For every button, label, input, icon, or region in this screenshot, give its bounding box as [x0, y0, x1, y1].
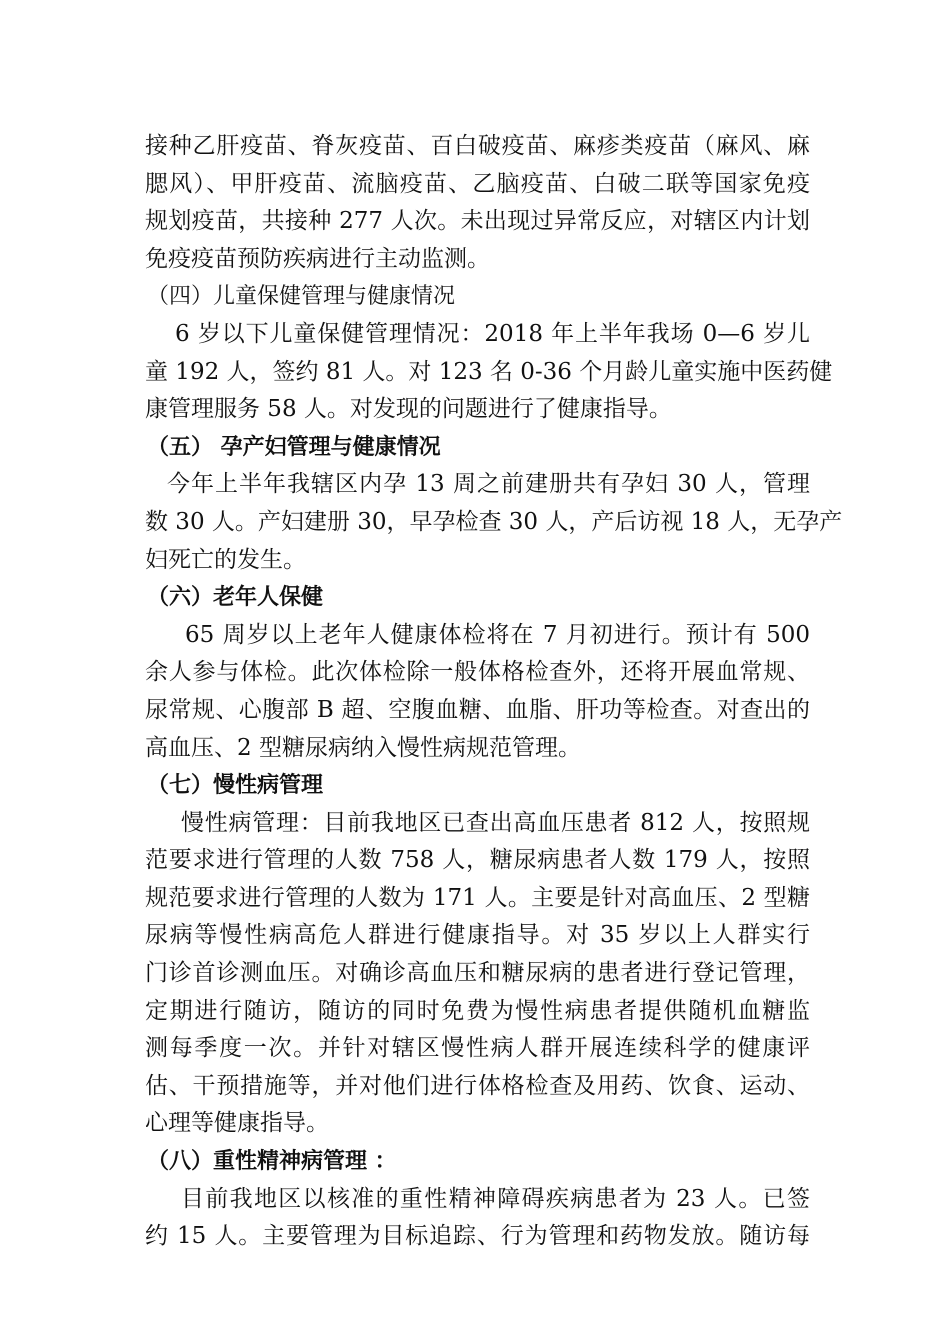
paragraph-line: 数 30 人。产妇建册 30，早孕检查 30 人，产后访视 18 人，无孕产 — [145, 508, 843, 535]
paragraph-line: 余人参与体检。此次体检除一般体格检查外，还将开展血常规、 — [145, 659, 810, 686]
section-child-health — [145, 278, 833, 428]
paragraph-line: 范要求进行管理的人数 758 人，糖尿病患者人数 179 人，按照 — [145, 847, 810, 874]
vaccination-paragraph — [145, 128, 810, 278]
section-elderly-care — [145, 579, 810, 767]
paragraph-line: 尿常规、心腹部 B 超、空腹血糖、血脂、肝功等检查。对查出的 — [145, 696, 810, 723]
paragraph-line: 规划疫苗，共接种 277 人次。未出现过异常反应，对辖区内计划 — [145, 208, 810, 235]
paragraph-line: 心理等健康指导。 — [145, 1110, 329, 1137]
paragraph-line: 约 15 人。主要管理为目标追踪、行为管理和药物发放。随访每 — [145, 1223, 810, 1250]
paragraph-line: 今年上半年我辖区内孕 13 周之前建册共有孕妇 30 人，管理 — [167, 471, 810, 498]
paragraph-line: 腮风）、甲肝疫苗、流脑疫苗、乙脑疫苗、白破二联等国家免疫 — [145, 170, 810, 197]
paragraph-line: 免疫疫苗预防疾病进行主动监测。 — [145, 245, 490, 272]
section-heading: （四）儿童保健管理与健康情况 — [147, 284, 456, 310]
paragraph-line: 定期进行随访，随访的同时免费为慢性病患者提供随机血糖监 — [145, 997, 810, 1024]
paragraph-line: 妇死亡的发生。 — [145, 546, 306, 573]
paragraph-line: 童 192 人，签约 81 人。对 123 名 0-36 个月龄儿童实施中医药健 — [145, 358, 833, 385]
paragraph-line: 规范要求进行管理的人数为 171 人。主要是针对高血压、2 型糖 — [145, 884, 810, 911]
paragraph-line: 估、干预措施等，并对他们进行体格检查及用药、饮食、运动、 — [145, 1072, 810, 1099]
section-heading: （八）重性精神病管理 ： — [147, 1149, 397, 1175]
paragraph-line: 测每季度一次。并针对辖区慢性病人群开展连续科学的健康评 — [145, 1035, 810, 1062]
paragraph-line: 尿病等慢性病高危人群进行健康指导。对 35 岁以上人群实行 — [145, 922, 810, 949]
section-chronic-disease — [145, 767, 810, 1143]
document-page — [145, 128, 843, 1256]
paragraph-line: 门诊首诊测血压。对确诊高血压和糖尿病的患者进行登记管理， — [145, 960, 810, 987]
section-heading: （六）老年人保健 — [147, 585, 324, 611]
paragraph-line: 康管理服务 58 人。对发现的问题进行了健康指导。 — [145, 396, 672, 423]
section-heading: （七）慢性病管理 — [147, 773, 324, 799]
section-maternal-health — [145, 429, 843, 579]
paragraph-line: 高血压、2 型糖尿病纳入慢性病规范管理。 — [145, 734, 581, 761]
paragraph-line: 慢性病管理：目前我地区已查出高血压患者 812 人，按照规 — [181, 809, 810, 836]
section-mental-illness — [145, 1143, 810, 1256]
paragraph-line: 6 岁以下儿童保健管理情况：2018 年上半年我场 0—6 岁儿 — [175, 320, 810, 347]
paragraph-line: 65 周岁以上老年人健康体检将在 7 月初进行。预计有 500 — [185, 621, 810, 648]
paragraph-line: 目前我地区以核准的重性精神障碍疾病患者为 23 人。已签 — [181, 1185, 810, 1212]
section-heading: （五） 孕产妇管理与健康情况 — [147, 434, 441, 460]
paragraph-line: 接种乙肝疫苗、脊灰疫苗、百白破疫苗、麻疹类疫苗（麻风、麻 — [145, 133, 810, 159]
